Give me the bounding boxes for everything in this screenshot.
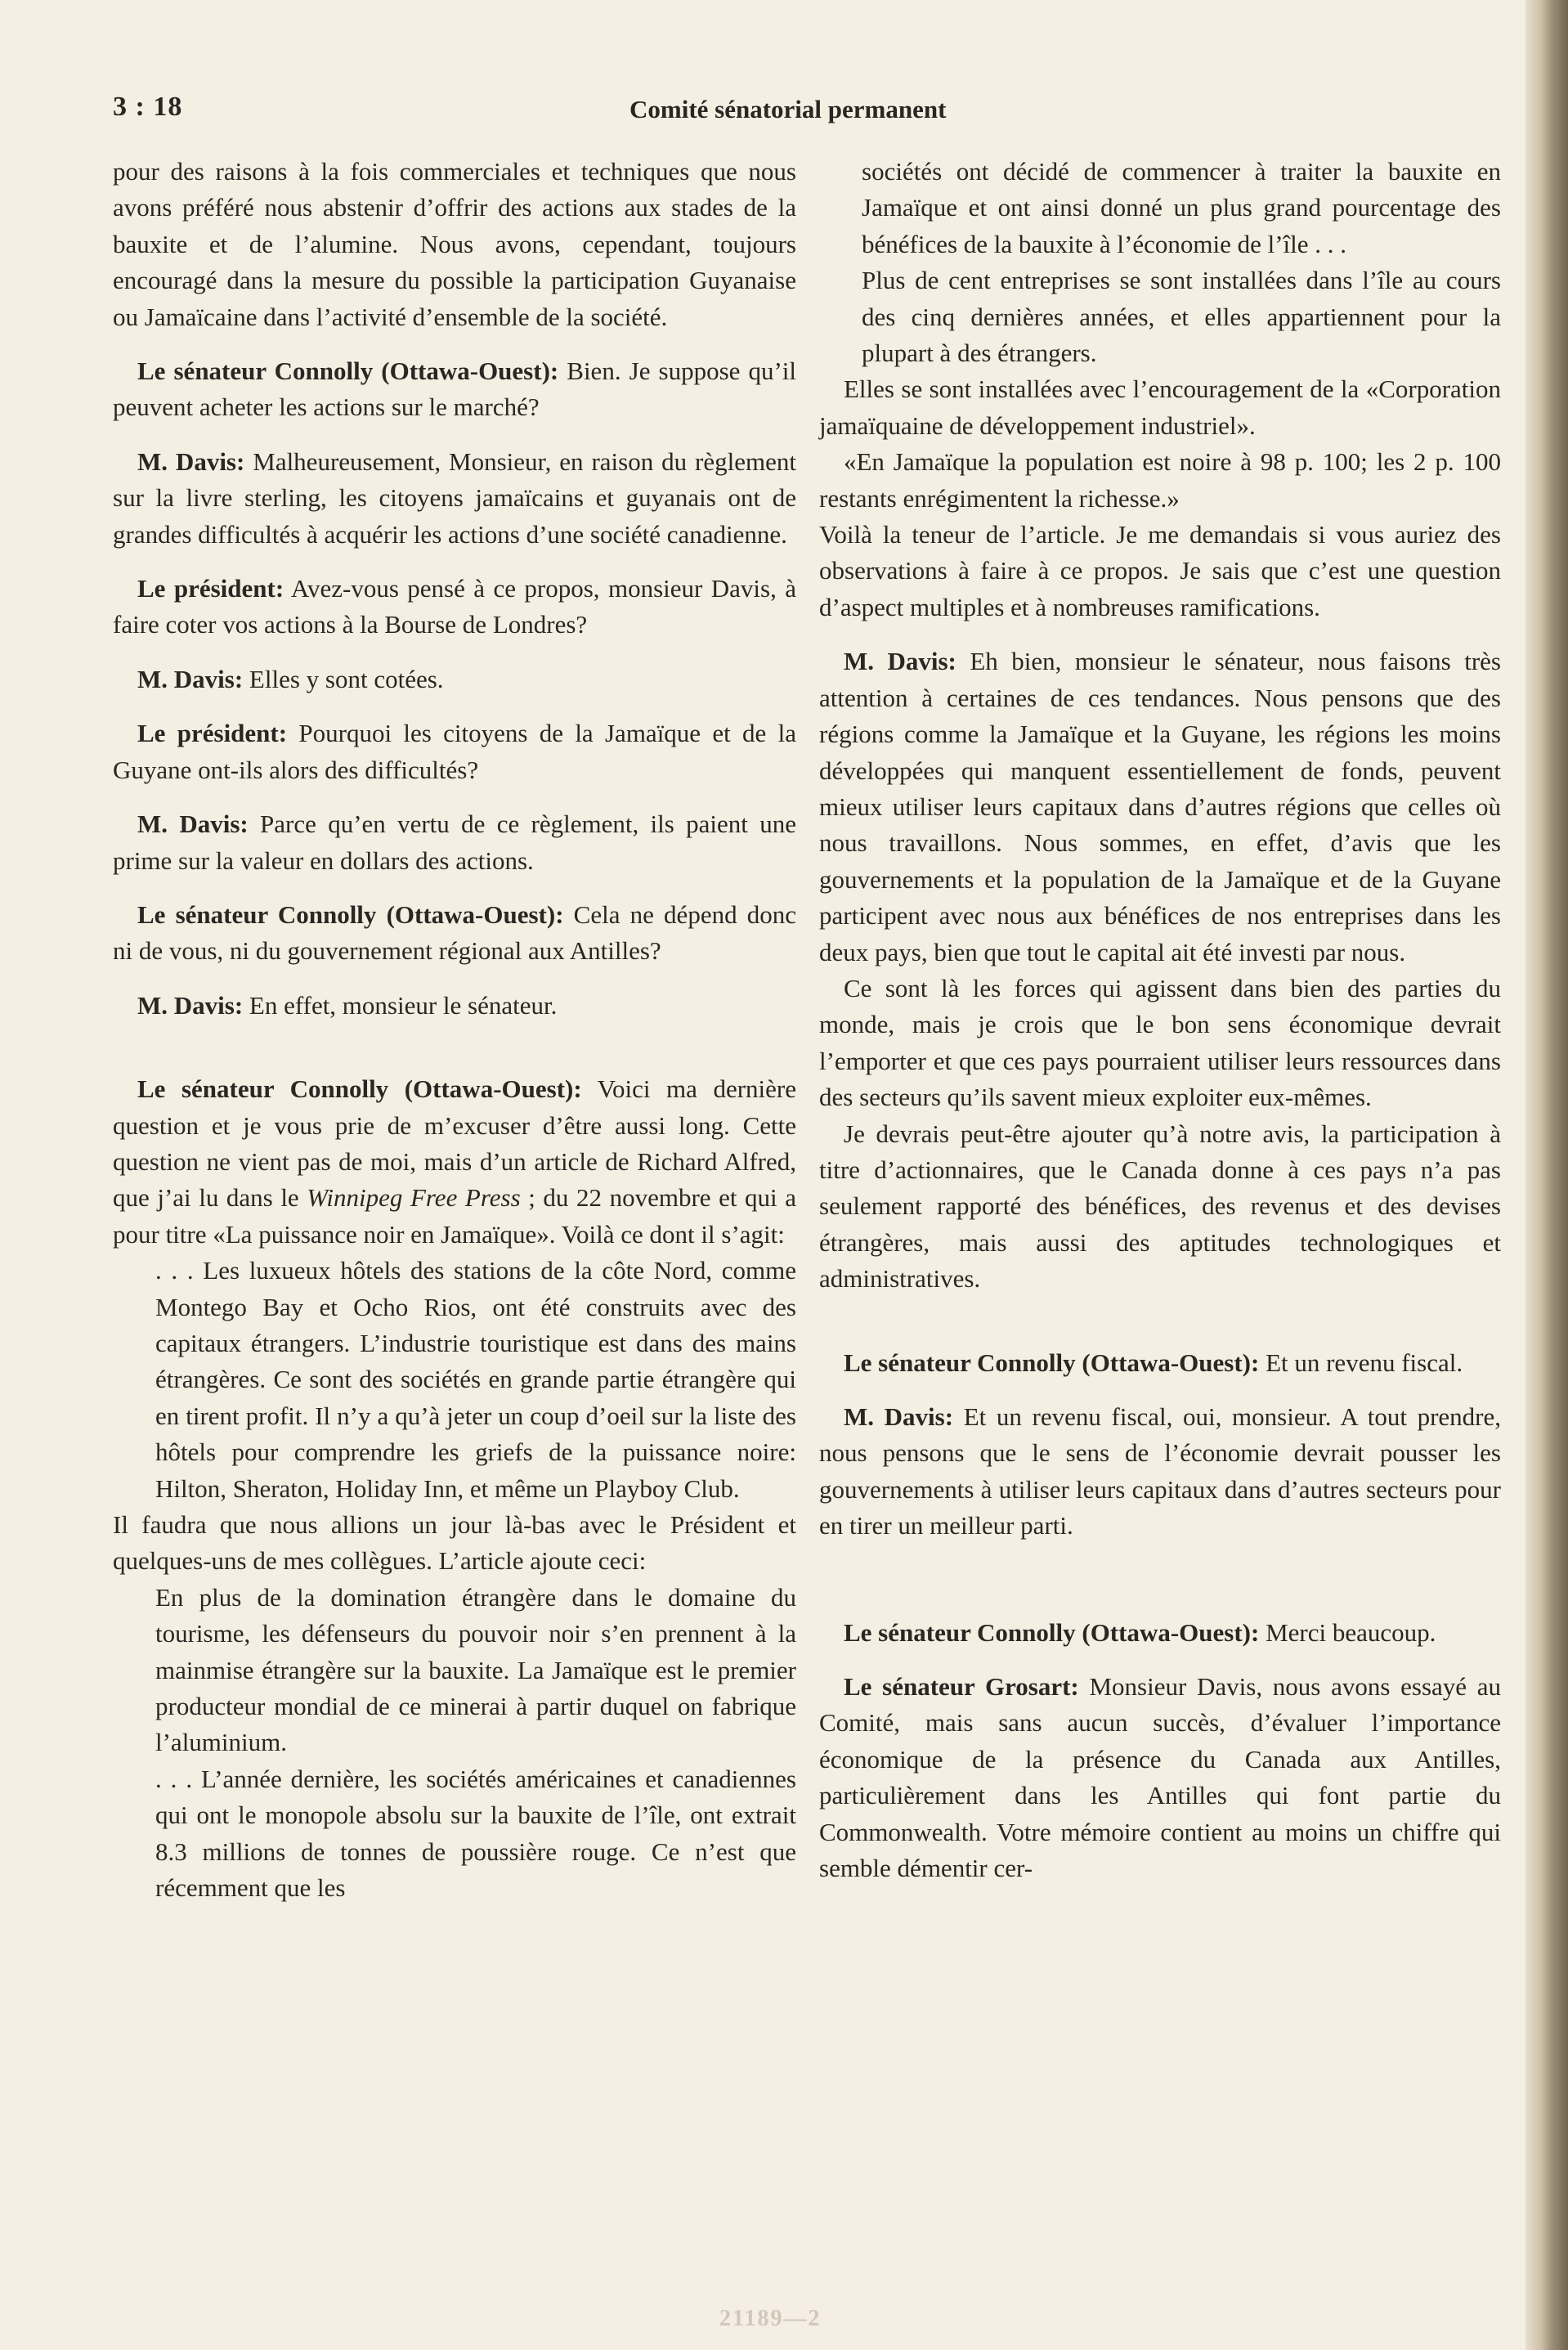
- paragraph: M. Davis: Eh bien, monsieur le sénateur, nous faisons très attention à certaines de ces tendances. Nous pensons que des régions comme la Jamaïque et la Guyane, les régions les moins développées qui manquent essentiellement de fonds, peuvent mieux utiliser leurs capitaux dans d’autres régions que celles où nous travaillons. Nous sommes, en effet, d’avis que les gouvernements et la population de la Jamaïque et de la Guyane participent avec nous aux bénéfices de nos entreprises dans les deux pays, bien que tout le capital ait été investi par nous.: [819, 647, 1501, 966]
- block-quote: Plus de cent entreprises se sont installées dans l’île au cours des cinq dernières années, et elles appartiennent pour la plupart à des étrangers.: [862, 266, 1501, 368]
- paragraph: Le président: Avez-vous pensé à ce propos, monsieur Davis, à faire coter vos actions à la Bourse de Londres?: [113, 574, 797, 639]
- speaker-name: M. Davis:: [844, 1402, 954, 1431]
- paragraph: M. Davis: Et un revenu fiscal, oui, monsieur. A tout prendre, nous pensons que le sens de l’économie devrait pousser les gouvernements à utiliser leurs capitaux dans d’autres secteurs pour en tirer un meilleur parti.: [819, 1402, 1501, 1541]
- book-binding-shadow: [1525, 0, 1568, 2350]
- page-number: 3 : 18: [113, 92, 183, 122]
- paragraph: Le sénateur Connolly (Ottawa-Ouest): Voici ma dernière question et je vous prie de m’excuser d’être aussi long. Cette question ne vient pas de moi, mais d’un article de Richard Alfred, que j’ai lu dans le Winnipeg Free Press ; du 22 novembre et qui a pour titre «La puissance noir en Jamaïque». Voilà ce dont il s’agit:: [113, 1074, 796, 1249]
- paragraph: Ce sont là les forces qui agissent dans bien des parties du monde, mais je crois que le bon sens économique devrait l’emporter et que ces pays pourraient utiliser leurs ressources dans des secteurs qu’ils savent mieux exploiter eux-mêmes.: [819, 973, 1501, 1112]
- block-quote: En plus de la domination étrangère dans le domaine du tourisme, les défenseurs du pouvoir noir s’en prennent à la mainmise étrangère sur la bauxite. La Jamaïque est le premier producteur mondial de ce minerai à partir duquel on fabrique l’aluminium.: [155, 1582, 796, 1757]
- print-code: 21189—2: [719, 2306, 822, 2331]
- speaker-name: M. Davis:: [137, 664, 244, 693]
- block-quote: . . . Les luxueux hôtels des stations de la côte Nord, comme Montego Bay et Ocho Rios, ont été construits avec des capitaux étrangers. L’industrie touristique est dans des mains étrangères. Ce sont des sociétés en grande partie étrangère qui en tirent profit. Il n’y a qu’à jeter un coup d’oeil sur la liste des hôtels pour comprendre les griefs de la puissance noire: Hilton, Sheraton, Holiday Inn, et même un Playboy Club.: [155, 1256, 796, 1503]
- speaker-name: M. Davis:: [844, 647, 956, 676]
- paragraph: Voilà la teneur de l’article. Je me demandais si vous auriez des observations à faire à ce propos. Je sais que c’est une question d’aspect multiples et à nombreuses ramifications.: [819, 520, 1501, 621]
- right-column: [819, 154, 1501, 1886]
- paragraph: pour des raisons à la fois commerciales et techniques que nous avons préféré nous abstenir d’offrir des actions aux stades de la bauxite et de l’alumine. Nous avons, cependant, toujours encouragé dans la mesure du possible la participation Guyanaise ou Jamaïcaine dans l’activité d’ensemble de la société.: [113, 157, 796, 331]
- speaker-name: Le sénateur Connolly (Ottawa-Ouest):: [137, 1074, 582, 1104]
- speaker-name: Le sénateur Connolly (Ottawa-Ouest):: [844, 1617, 1260, 1647]
- paragraph: Elles se sont installées avec l’encouragement de la «Corporation jamaïquaine de développement industriel».: [819, 374, 1501, 440]
- speaker-name: Le sénateur Connolly (Ottawa-Ouest):: [137, 899, 564, 929]
- paragraph: M. Davis: Malheureusement, Monsieur, en raison du règlement sur la livre sterling, les citoyens jamaïcains et guyanais ont de grandes difficultés à acquérir les actions d’une société canadienne.: [113, 446, 796, 549]
- speaker-name: M. Davis:: [137, 446, 245, 476]
- paragraph: Le sénateur Connolly (Ottawa-Ouest): Et un revenu fiscal.: [844, 1348, 1463, 1377]
- speaker-name: Le sénateur Connolly (Ottawa-Ouest):: [844, 1348, 1260, 1377]
- newspaper-title: Winnipeg Free Press: [307, 1183, 521, 1213]
- paragraph: Le sénateur Connolly (Ottawa-Ouest): Bien. Je suppose qu’il peuvent acheter les actions sur le marché?: [113, 357, 796, 422]
- speaker-name: Le président:: [137, 719, 288, 748]
- paragraph: «En Jamaïque la population est noire à 98 p. 100; les 2 p. 100 restants enrégimentent la richesse.»: [819, 447, 1501, 513]
- speaker-name: Le président:: [137, 574, 284, 603]
- paragraph: Le sénateur Grosart: Monsieur Davis, nous avons essayé au Comité, mais sans aucun succès, d’évaluer l’importance économique de la présence du Canada aux Antilles, particulièrement dans les Antilles qui font partie du Commonwealth. Votre mémoire contient au moins un chiffre qui semble démentir cer-: [819, 1672, 1501, 1883]
- speaker-name: Le sénateur Connolly (Ottawa-Ouest):: [137, 357, 559, 386]
- paragraph: Le président: Pourquoi les citoyens de la Jamaïque et de la Guyane ont-ils alors des difficultés?: [113, 719, 796, 784]
- running-header: [113, 92, 1503, 132]
- running-title: Comité sénatorial permanent: [629, 95, 947, 123]
- paragraph: M. Davis: En effet, monsieur le sénateur.: [137, 990, 558, 1020]
- paragraph: Je devrais peut-être ajouter qu’à notre avis, la participation à titre d’actionnaires, que le Canada donne à ces pays n’a pas seulement rapporté des bénéfices, des revenus et des devises étrangères, mais aussi des aptitudes technologiques et administratives.: [819, 1119, 1501, 1294]
- speaker-name: M. Davis:: [137, 809, 249, 839]
- block-quote: sociétés ont décidé de commencer à traiter la bauxite en Jamaïque et ont ainsi donné un plus grand pourcentage des bénéfices de la bauxite à l’économie de l’île . . .: [862, 157, 1501, 258]
- paragraph: Le sénateur Connolly (Ottawa-Ouest): Merci beaucoup.: [844, 1617, 1436, 1647]
- speaker-name: M. Davis:: [137, 990, 244, 1020]
- block-quote: . . . L’année dernière, les sociétés américaines et canadiennes qui ont le monopole absolu sur la bauxite de l’île, ont extrait 8.3 millions de tonnes de poussière rouge. Ce n’est que récemment que les: [155, 1764, 796, 1903]
- left-column: [113, 154, 796, 1906]
- paragraph: M. Davis: Elles y sont cotées.: [137, 664, 444, 693]
- speaker-name: Le sénateur Grosart:: [844, 1672, 1079, 1702]
- paragraph: M. Davis: Parce qu’en vertu de ce règlement, ils paient une prime sur la valeur en dollars des actions.: [113, 809, 796, 875]
- paragraph: Il faudra que nous allions un jour là-bas avec le Président et quelques-uns de mes collègues. L’article ajoute ceci:: [113, 1510, 796, 1576]
- paragraph: Le sénateur Connolly (Ottawa-Ouest): Cela ne dépend donc ni de vous, ni du gouvernement régional aux Antilles?: [113, 899, 796, 966]
